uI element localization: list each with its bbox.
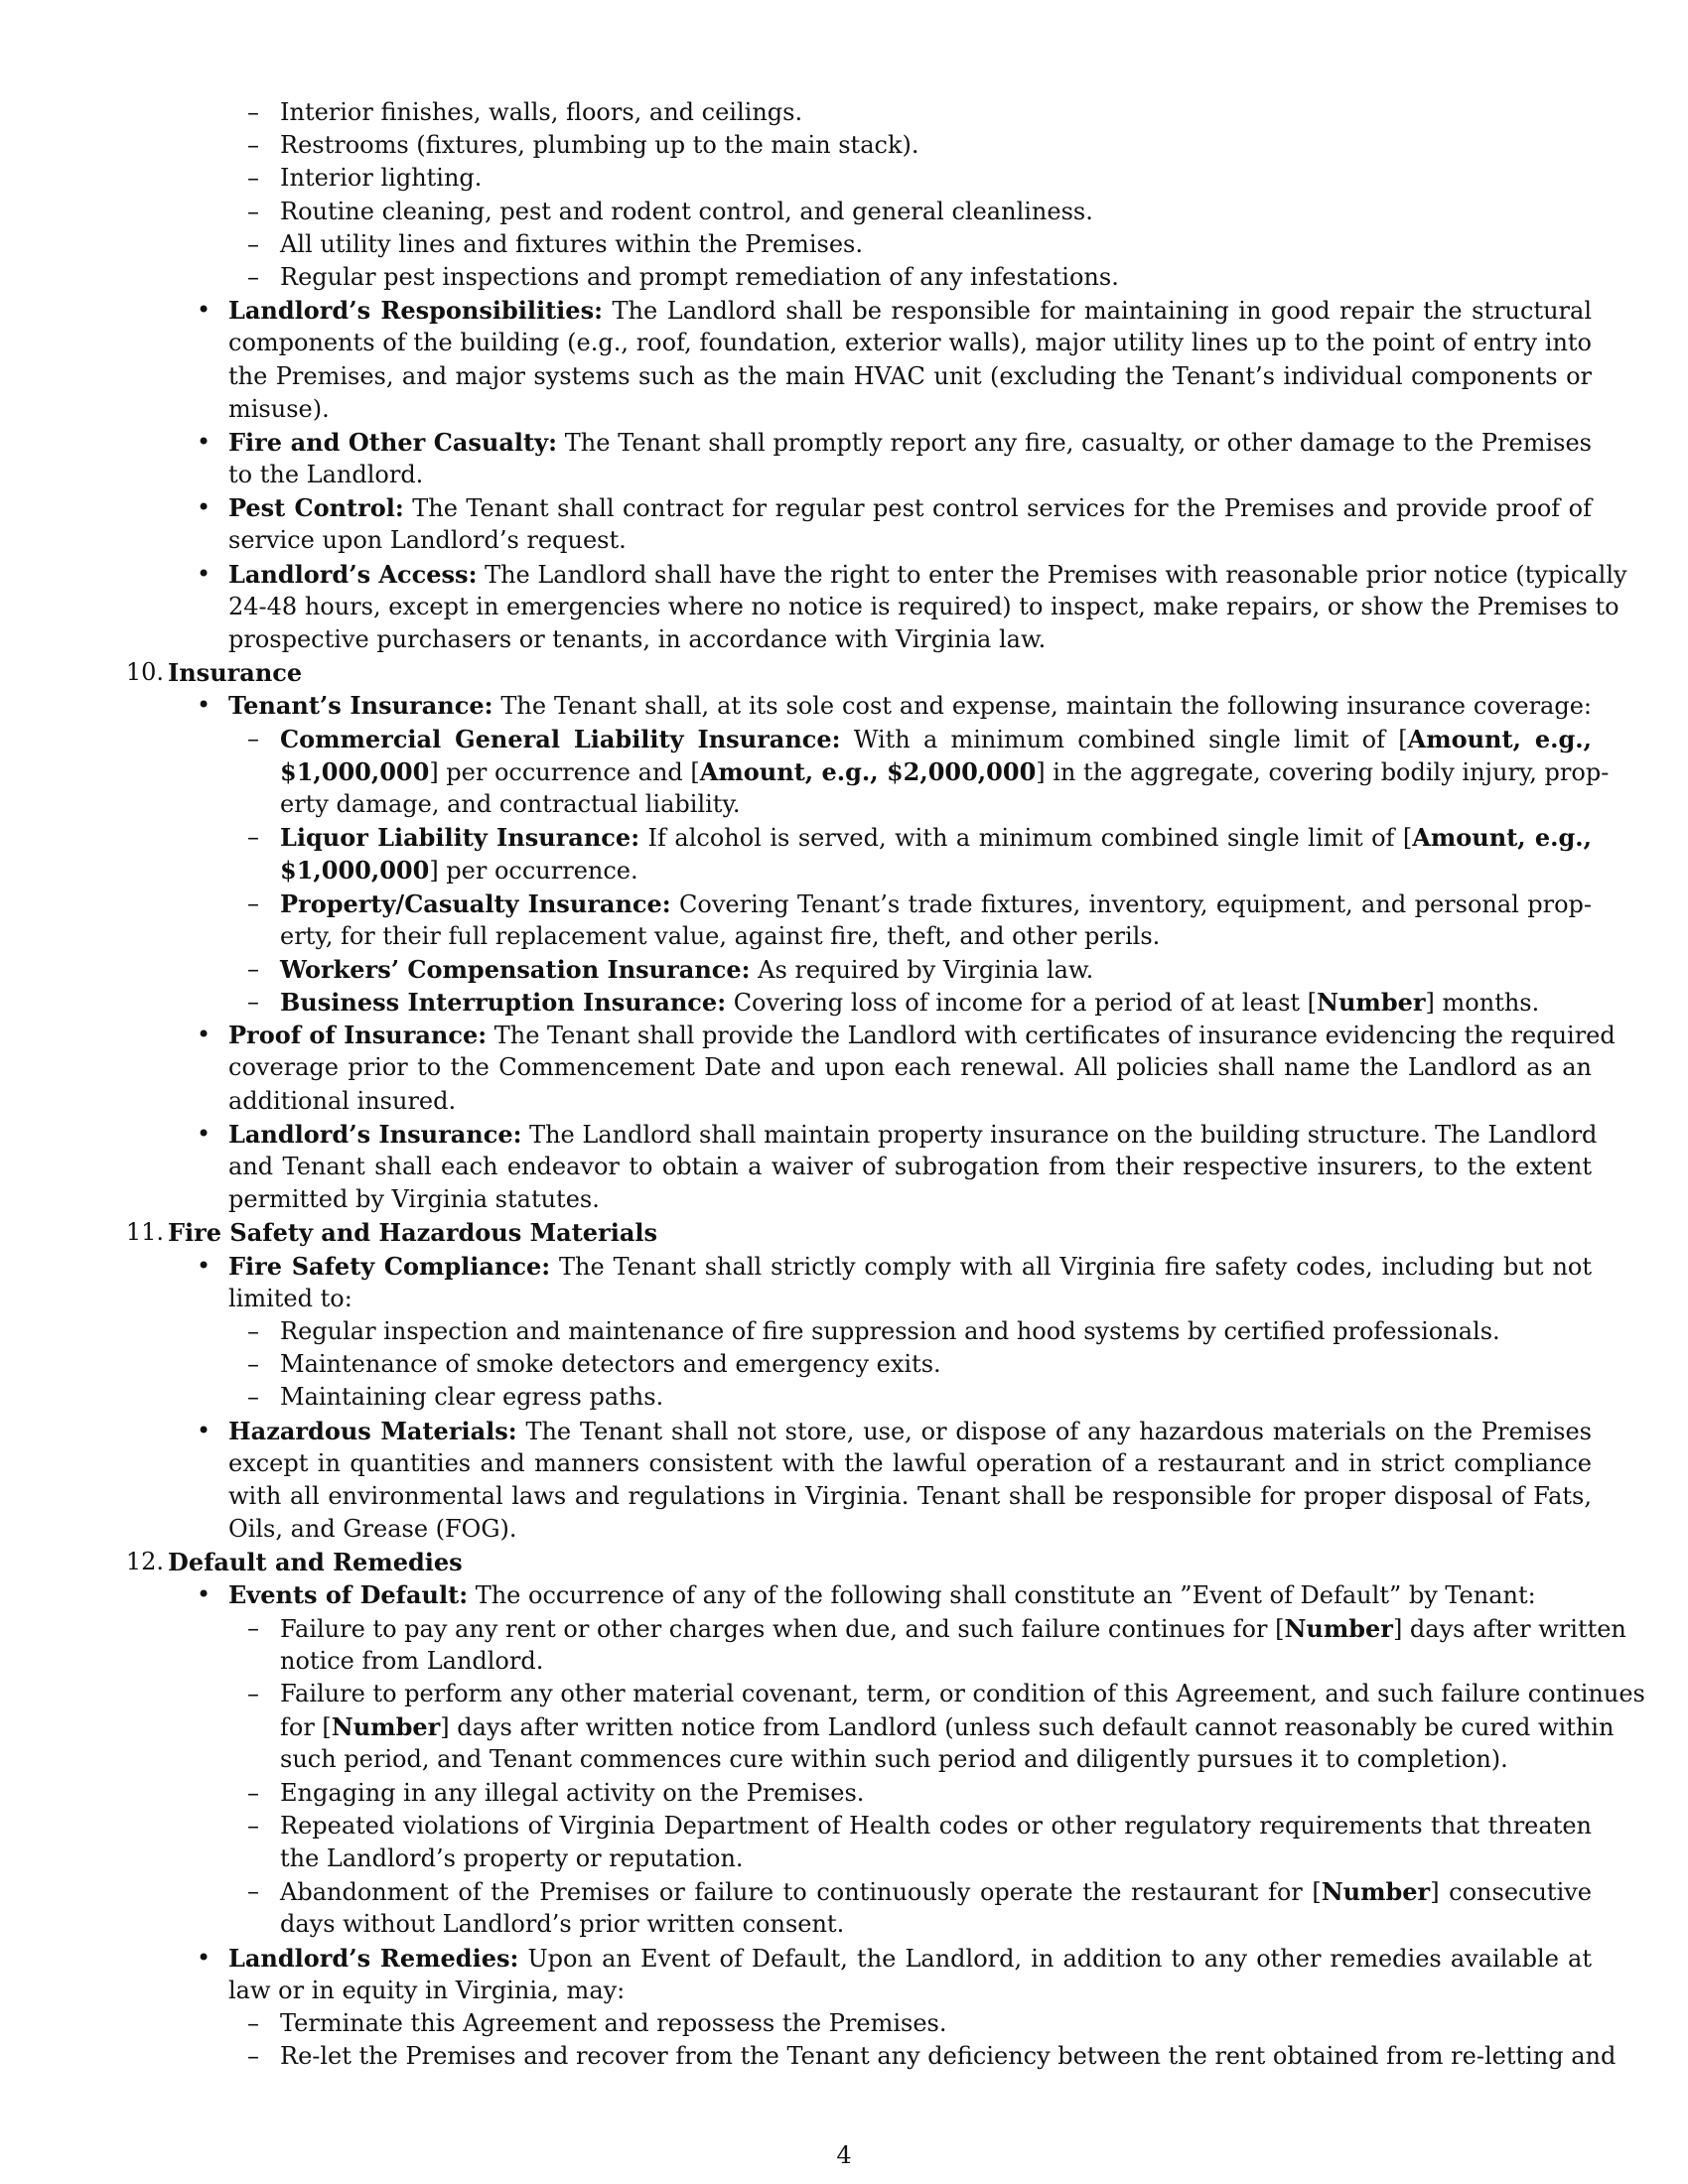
text-line <box>228 1975 1592 2007</box>
bold-text-run: Amount, e.g., $2,000,000 <box>699 756 1037 786</box>
text-run: for [ <box>280 1713 332 1742</box>
text-line <box>228 360 1592 393</box>
bold-text-run: Landlord’s Access: <box>228 559 478 589</box>
text-line <box>247 953 1592 986</box>
text-run: ] days after written notice from Landlord (unless such default cannot reasonably be cured within <box>440 1713 1615 1742</box>
text-line <box>228 459 1592 491</box>
text-run: Regular pest inspections and prompt remediation of any infestations. <box>280 262 1119 291</box>
bold-text-run: Tenant’s Insurance: <box>228 691 493 721</box>
text-line <box>247 261 1592 294</box>
text-line <box>197 426 1593 459</box>
text-run: The Tenant shall provide the Landlord with certificates of insurance evidencing the required <box>487 1022 1616 1050</box>
text-run: except in quantities and manners consistent with the lawful operation of a restaurant and in strict compliance <box>228 1448 1592 1477</box>
text-run: additional insured. <box>228 1086 457 1115</box>
dash-marker: – <box>247 131 259 160</box>
bold-text-run: $1,000,000 <box>280 856 430 886</box>
dash-marker: – <box>247 954 259 983</box>
bold-text-run: Fire Safety and Hazardous Materials <box>168 1218 657 1248</box>
page-number: 4 <box>836 2141 852 2169</box>
text-run: With a minimum combined single limit of [ <box>840 725 1408 753</box>
text-line <box>228 591 1619 623</box>
text-line <box>247 96 1592 129</box>
text-run: The Tenant shall not store, use, or dispose of any hazardous materials on the Premises <box>516 1417 1592 1445</box>
text-line <box>228 1085 1592 1118</box>
text-run: erty damage, and contractual liability. <box>280 789 741 818</box>
text-line <box>280 1645 1592 1678</box>
text-run: limited to: <box>228 1284 352 1312</box>
text-line <box>247 821 1592 854</box>
text-line <box>125 656 1592 689</box>
text-line <box>280 1743 1592 1776</box>
dash-marker: – <box>247 262 259 291</box>
bullet-marker: • <box>197 1943 211 1972</box>
text-run: Abandonment of the Premises or failure to continuously operate the restaurant for [ <box>280 1878 1322 1907</box>
bold-text-run: Pest Control: <box>228 493 404 523</box>
section-number: 10. <box>125 658 164 687</box>
bold-text-run: Business Interruption Insurance: <box>280 988 727 1018</box>
text-line <box>247 1875 1593 1908</box>
bold-text-run: $1,000,000 <box>280 756 430 786</box>
bullet-marker: • <box>197 1021 211 1049</box>
bold-text-run: Proof of Insurance: <box>228 1021 488 1050</box>
bullet-marker: • <box>197 1416 211 1444</box>
bullet-marker: • <box>197 1251 211 1280</box>
text-line <box>280 1908 1592 1941</box>
text-run: and Tenant shall each endeavor to obtain a waiver of subrogation from their respective insurers, to the extent <box>228 1153 1592 1180</box>
bold-text-run: Number <box>331 1712 441 1742</box>
text-line <box>228 524 1592 557</box>
bold-text-run: Landlord’s Insurance: <box>228 1119 522 1149</box>
text-line <box>228 1051 1592 1084</box>
text-run: law or in equity in Virginia, may: <box>228 1976 626 2004</box>
bold-text-run: Number <box>1317 988 1426 1018</box>
text-line <box>247 1612 1626 1645</box>
bold-text-run: Number <box>1284 1613 1393 1643</box>
text-run: All utility lines and fixtures within the Premises. <box>280 229 863 258</box>
bullet-marker: • <box>197 1119 211 1148</box>
text-run: the Landlord’s property or reputation. <box>280 1843 744 1872</box>
text-line <box>247 723 1592 755</box>
text-line <box>228 327 1592 359</box>
bold-text-run: Landlord’s Remedies: <box>228 1943 519 1973</box>
text-line <box>197 1942 1592 1975</box>
dash-marker: – <box>247 1613 259 1642</box>
bullet-marker: • <box>197 559 211 588</box>
text-line <box>197 1578 1592 1611</box>
bold-text-run: Property/Casualty Insurance: <box>280 888 671 918</box>
text-line <box>247 887 1592 920</box>
text-run: Maintenance of smoke detectors and emergency exits. <box>280 1350 941 1379</box>
text-line <box>247 1348 1592 1381</box>
text-run: to the Landlord. <box>228 461 424 489</box>
text-run: Regular inspection and maintenance of fire suppression and hood systems by certified professionals. <box>280 1316 1500 1345</box>
text-run: Upon an Event of Default, the Landlord, in addition to any other remedies available at <box>518 1944 1592 1973</box>
dash-marker: – <box>247 98 259 126</box>
text-run: Repeated violations of Virginia Department of Health codes or other regulatory requirements that threaten <box>280 1811 1592 1840</box>
dash-marker: – <box>247 724 259 752</box>
bold-text-run: Default and Remedies <box>168 1548 463 1577</box>
text-line <box>247 1315 1592 1348</box>
bold-text-run: Amount, e.g., <box>1412 823 1592 853</box>
text-line <box>125 1216 1592 1249</box>
text-line <box>247 129 1592 162</box>
text-run: Engaging in any illegal activity on the Premises. <box>280 1778 865 1807</box>
text-line <box>197 1250 1592 1283</box>
dash-marker: – <box>247 1811 259 1840</box>
text-run: The Tenant shall, at its sole cost and expense, maintain the following insurance coverage: <box>492 692 1593 721</box>
text-line <box>280 1710 1615 1743</box>
dash-marker: – <box>247 1316 259 1345</box>
text-line <box>247 2040 1617 2073</box>
text-run: ] per occurrence. <box>429 857 638 886</box>
text-run: the Premises, and major systems such as the main HVAC unit (excluding the Tenant’s individual components or <box>228 361 1592 390</box>
text-run: Restrooms (fixtures, plumbing up to the main stack). <box>280 131 919 160</box>
text-line <box>228 1447 1592 1480</box>
dash-marker: – <box>247 1680 259 1707</box>
text-run: ] consecutive <box>1430 1878 1593 1907</box>
bold-text-run: Commercial General Liability Insurance: <box>280 724 841 753</box>
text-line <box>228 1480 1592 1513</box>
text-run: ] days after written <box>1392 1614 1626 1643</box>
bold-text-run: Fire and Other Casualty: <box>228 427 557 457</box>
text-line <box>280 755 1610 788</box>
dash-marker: – <box>247 888 259 917</box>
bold-text-run: Workers’ Compensation Insurance: <box>280 954 751 984</box>
text-run: The Landlord shall have the right to enter the Premises with reasonable prior notice (typically <box>477 560 1627 589</box>
dash-marker: – <box>247 1350 259 1379</box>
text-run: Terminate this Agreement and repossess the Premises. <box>280 2008 947 2037</box>
text-line <box>228 1513 1592 1546</box>
text-run: As required by Virginia law. <box>750 955 1094 984</box>
text-run: erty, for their full replacement value, against fire, theft, and other perils. <box>280 921 1161 950</box>
bullet-marker: • <box>197 1580 211 1609</box>
text-run: ] months. <box>1425 989 1540 1018</box>
text-line <box>247 162 1592 195</box>
section-number: 12. <box>125 1548 164 1576</box>
text-line <box>197 294 1593 327</box>
text-run: The Tenant shall promptly report any fire, casualty, or other damage to the Premises <box>556 428 1593 457</box>
text-run: Failure to perform any other material covenant, term, or condition of this Agreement, and such failure continues <box>280 1680 1645 1707</box>
text-run: If alcohol is served, with a minimum combined single limit of [ <box>639 824 1413 853</box>
text-line <box>197 1415 1592 1447</box>
text-run: The occurrence of any of the following shall constitute an ”Event of Default” by Tenant: <box>468 1581 1536 1610</box>
bold-text-run: Number <box>1321 1877 1431 1907</box>
text-run: The Landlord shall be responsible for maintaining in good repair the structural <box>602 297 1593 326</box>
text-line <box>247 228 1592 261</box>
dash-marker: – <box>247 164 259 193</box>
text-run: ] per occurrence and [ <box>429 757 700 786</box>
text-run: The Tenant shall contract for regular pest control services for the Premises and provide proof of <box>403 494 1592 523</box>
text-run: Oils, and Grease (FOG). <box>228 1515 517 1544</box>
text-line <box>280 788 1592 821</box>
bold-text-run: Events of Default: <box>228 1580 469 1610</box>
text-line <box>280 1843 1592 1875</box>
text-run: Re-let the Premises and recover from the Tenant any deficiency between the rent obtained from re-letting and <box>280 2042 1617 2071</box>
bullet-marker: • <box>197 493 211 522</box>
bold-text-run: Insurance <box>168 658 303 688</box>
text-line <box>280 854 1592 887</box>
dash-marker: – <box>247 229 259 258</box>
text-line <box>247 1810 1592 1843</box>
lease-page-body <box>0 96 1688 2073</box>
section-number: 11. <box>125 1218 164 1247</box>
dash-marker: – <box>247 2008 259 2037</box>
text-line <box>197 491 1592 524</box>
bold-text-run: Amount, e.g., <box>1407 724 1592 753</box>
text-run: Failure to pay any rent or other charges when due, and such failure continues for [ <box>280 1614 1285 1643</box>
dash-marker: – <box>247 988 259 1017</box>
text-run: The Tenant shall strictly comply with all Virginia fire safety codes, including but not <box>550 1252 1592 1281</box>
bold-text-run: Landlord’s Responsibilities: <box>228 296 603 326</box>
bold-text-run: Hazardous Materials: <box>228 1416 517 1445</box>
text-line <box>228 1283 1592 1315</box>
text-run: notice from Landlord. <box>280 1646 544 1675</box>
text-line <box>228 1151 1592 1183</box>
text-run: coverage prior to the Commencement Date and upon each renewal. All policies shall name the Landlord as an <box>228 1053 1592 1082</box>
text-run: Maintaining clear egress paths. <box>280 1383 664 1412</box>
text-run: Interior finishes, walls, floors, and ceilings. <box>280 98 803 126</box>
text-line <box>228 623 1592 656</box>
text-run: misuse). <box>228 394 330 423</box>
bold-text-run: Fire Safety Compliance: <box>228 1251 551 1281</box>
text-run: permitted by Virginia statutes. <box>228 1185 600 1214</box>
text-run: service upon Landlord’s request. <box>228 526 627 555</box>
text-run: components of the building (e.g., roof, foundation, exterior walls), major utility lines up to the point of entry into <box>228 329 1592 357</box>
dash-marker: – <box>247 1778 259 1807</box>
text-line <box>125 1546 1592 1578</box>
text-line <box>247 1678 1645 1710</box>
text-line <box>247 1381 1592 1414</box>
dash-marker: – <box>247 1877 259 1906</box>
text-run: Covering loss of income for a period of at least [ <box>726 989 1318 1018</box>
text-line <box>228 1183 1592 1216</box>
text-run: with all environmental laws and regulations in Virginia. Tenant shall be responsible for proper disposal of Fats, <box>228 1481 1592 1510</box>
text-run: Covering Tenant’s trade fixtures, inventory, equipment, and personal prop- <box>670 889 1592 918</box>
bullet-marker: • <box>197 427 211 456</box>
text-run: ] in the aggregate, covering bodily injury, prop- <box>1036 757 1610 786</box>
text-line <box>197 1019 1616 1051</box>
text-run: Interior lighting. <box>280 164 483 193</box>
dash-marker: – <box>247 1383 259 1412</box>
text-run: prospective purchasers or tenants, in accordance with Virginia law. <box>228 625 1047 653</box>
dash-marker: – <box>247 823 259 852</box>
text-run: days without Landlord’s prior written consent. <box>280 1910 845 1939</box>
text-line <box>247 986 1592 1019</box>
text-line <box>197 558 1627 591</box>
text-run: 24-48 hours, except in emergencies where no notice is required) to inspect, make repairs, or show the Premises to <box>228 592 1619 620</box>
bullet-marker: • <box>197 691 211 720</box>
dash-marker: – <box>247 197 259 225</box>
text-run: Routine cleaning, pest and rodent control, and general cleanliness. <box>280 197 1093 225</box>
text-line <box>197 1118 1598 1151</box>
text-line <box>228 393 1592 426</box>
text-line <box>280 920 1592 953</box>
text-run: such period, and Tenant commences cure within such period and diligently pursues it to completion). <box>280 1745 1508 1774</box>
text-run: The Landlord shall maintain property insurance on the building structure. The Landlord <box>521 1120 1598 1149</box>
bold-text-run: Liquor Liability Insurance: <box>280 823 640 853</box>
bullet-marker: • <box>197 296 211 325</box>
dash-marker: – <box>247 2042 259 2071</box>
text-line <box>247 2007 1592 2040</box>
text-line <box>247 196 1592 228</box>
text-line <box>197 689 1593 722</box>
text-line <box>247 1777 1592 1810</box>
